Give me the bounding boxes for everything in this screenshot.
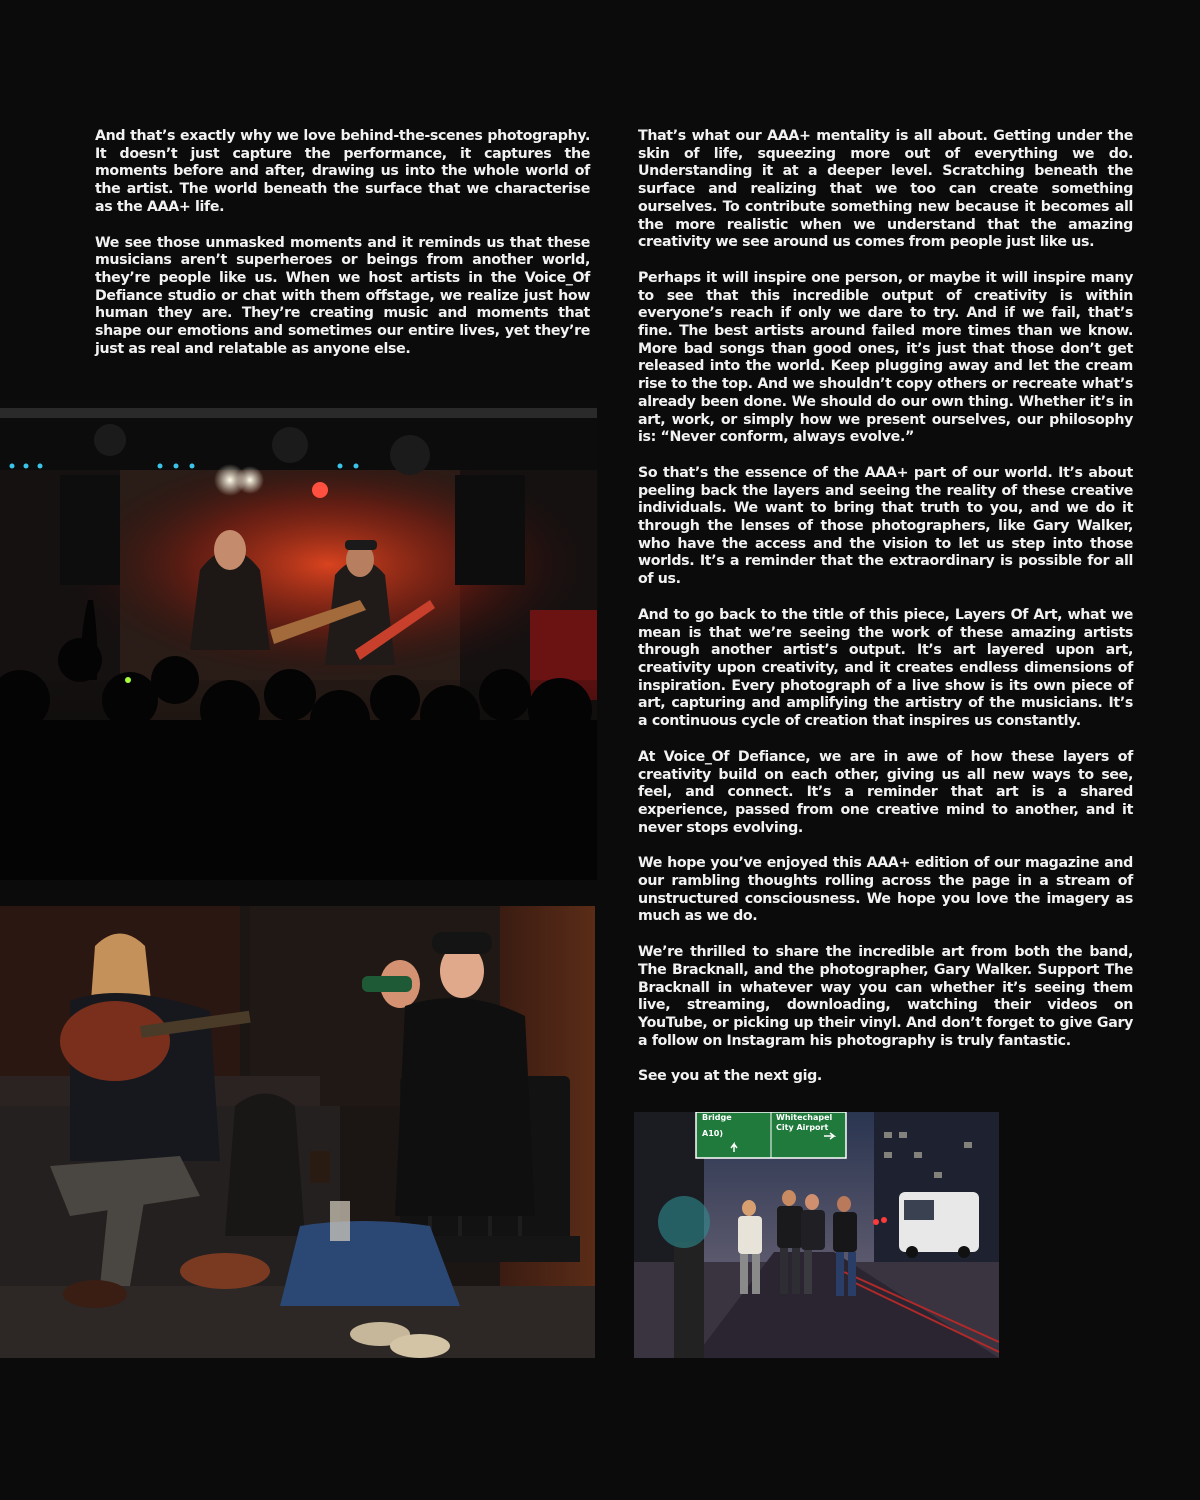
- paragraph: That’s what our AAA+ mentality is all about. Getting under the skin of life, squeezing more out of everything we do. Understanding it at a deeper level. Scratching beneath the surface and realizing that we too can create something ourselves. To contribute something new because it becomes all the more realistic when we understand that the amazing creativity we see around us comes from people just like us.: [638, 128, 1133, 251]
- paragraph: Perhaps it will inspire one person, or maybe it will inspire many to see that this incredible output of creativity is within everyone’s reach if only we dare to try. And if we fail, that’s fine. The best artists around failed more times than we know. More bad songs than good ones, it’s just that those don’t get released into the world. Keep plugging away and let the cream rise to the top. And we shouldn’t copy others or recreate what’s already been done. We should do our own thing. Whether it’s in art, work, or simply how we present ourselves, our philosophy is: “Never conform, always evolve.”: [638, 269, 1133, 446]
- concert-photo: [0, 400, 597, 880]
- paragraph: At Voice_Of Defiance, we are in awe of how these layers of creativity build on each other, giving us all new ways to see, feel, and connect. It’s a reminder that art is a shared experience, passed from one creative mind to another, and it never stops evolving.: [638, 748, 1133, 836]
- paragraph: See you at the next gig.: [638, 1068, 822, 1085]
- article-right-column: [638, 128, 1133, 1104]
- paragraph: We hope you’ve enjoyed this AAA+ edition of our magazine and our rambling thoughts rolling across the page in a stream of unstructured consciousness. We hope you love the imagery as much as we do.: [638, 855, 1133, 925]
- backstage-photo: [0, 906, 595, 1358]
- sign-right-line2: City Airport: [776, 1123, 829, 1132]
- paragraph: So that’s the essence of the AAA+ part of our world. It’s about peeling back the layers and seeing the reality of these creative individuals. We want to bring that truth to you, and we do it through the lenses of those photographers, like Gary Walker, who have the access and the vision to let us step into those worlds. It’s a reminder that the extraordinary is possible for all of us.: [638, 464, 1133, 588]
- paragraph: And that’s exactly why we love behind-the-scenes photography. It doesn’t just capture the performance, it captures the moments before and after, drawing us into the whole world of the artist. The world beneath the surface that we characterise as the AAA+ life.: [95, 128, 590, 215]
- paragraph: And to go back to the title of this piece, Layers Of Art, what we mean is that we’re seeing the work of these amazing artists through another artist’s output. It’s art layered upon art, creativity upon creativity, and it creates endless dimensions of inspiration. Every photograph of a live show is its own piece of art, capturing and amplifying the artistry of the musicians. It’s a continuous cycle of creation that inspires us constantly.: [638, 606, 1133, 730]
- sign-right-line1: Whitechapel: [776, 1113, 833, 1122]
- sign-left-line2: A10): [702, 1129, 723, 1138]
- paragraph: We see those unmasked moments and it reminds us that these musicians aren’t superheroes or beings from another world, they’re people like us. When we host artists in the Voice_Of Defiance studio or chat with them offstage, we realize just how human they are. They’re creating music and moments that shape our emotions and sometimes our entire lives, yet they’re just as real and relatable as anyone else.: [95, 234, 590, 357]
- article-left-column: [95, 128, 590, 376]
- street-photo: [634, 1112, 999, 1358]
- sign-left-line1: Bridge: [702, 1113, 732, 1122]
- paragraph: We’re thrilled to share the incredible art from both the band, The Bracknall, and the photographer, Gary Walker. Support The Bracknall in whatever way you can whether it’s seeing them live, streaming, downloading, watching their videos on YouTube, or picking up their vinyl. And don’t forget to give Gary a follow on Instagram his photography is truly fantastic.: [638, 944, 1133, 1049]
